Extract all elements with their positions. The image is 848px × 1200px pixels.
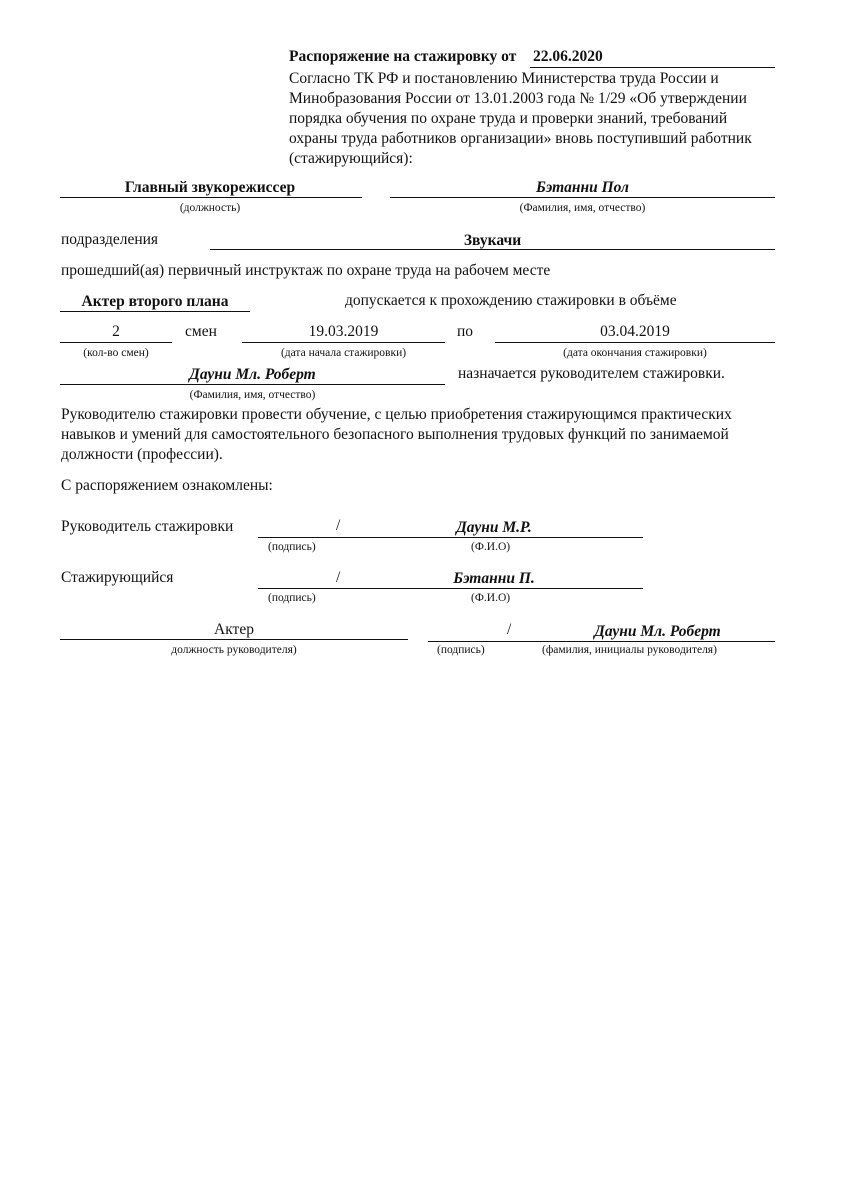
start-date-line [242,342,445,343]
workplace-line [60,311,250,312]
intro-line: порядка обучения по охране труда и проверки знаний, требований [289,110,728,127]
sig-supervisor-fio-caption: (Ф.И.О) [471,541,511,553]
supervisor-name: Дауни Мл. Роберт [189,366,316,383]
shifts-label: смен [185,323,217,340]
sig-supervisor-label: Руководитель стажировки [61,518,234,535]
trainee-position-caption: (должность) [179,202,241,214]
instruction-line: должности (профессии). [61,446,223,463]
footer-slash: / [507,621,512,638]
sig-trainee-fio-caption: (Ф.И.О) [471,592,511,604]
sig-trainee-line [258,588,643,589]
admitted-text: допускается к прохождению стажировки в объёме [345,292,677,309]
sig-trainee-sign-caption: (подпись) [268,592,316,604]
to-label: по [457,323,474,340]
start-date-caption: (дата начала стажировки) [280,347,407,359]
footer-name-caption: (фамилия, инициалы руководителя) [542,644,717,656]
order-date: 22.06.2020 [533,48,603,65]
workplace-value: Актер второго плана [81,293,229,310]
supervisor-assigned-text: назначается руководителем стажировки. [458,365,725,382]
order-title: Распоряжение на стажировку от [289,48,517,65]
division-label: подразделения [61,231,159,248]
start-date: 19.03.2019 [308,323,379,340]
footer-name: Дауни Мл. Роберт [594,623,721,640]
sig-supervisor-line [258,537,643,538]
shifts-line [60,342,172,343]
sig-supervisor-fio: Дауни М.Р. [456,519,532,536]
trainee-name: Бэтанни Пол [536,179,629,196]
division-line [210,249,775,250]
shifts-count: 2 [112,323,120,340]
division-value: Звукачи [463,232,522,249]
trainee-name-line [390,197,775,198]
intro-line: Минобразования России от 13.01.2003 года № 1/29 «Об утверждении [289,90,747,107]
footer-position-caption: должность руководителя) [171,644,297,656]
briefing-text: прошедший(ая) первичный инструктаж по охране труда на рабочем месте [61,262,551,279]
supervisor-name-line [60,384,445,385]
sig-trainee-label: Стажирующийся [61,569,174,586]
trainee-name-caption: (Фамилия, имя, отчество) [519,202,646,214]
end-date-caption: (дата окончания стажировки) [563,347,707,359]
instruction-paragraph [61,405,732,465]
sig-trainee-fio: Бэтанни П. [453,570,535,587]
sig-trainee-slash: / [336,569,341,586]
order-date-line [530,67,775,68]
supervisor-name-caption: (Фамилия, имя, отчество) [189,389,316,401]
footer-position: Актер [214,621,254,638]
intro-line: охраны труда работников организации» вновь поступивший работник [289,130,752,147]
sig-supervisor-sign-caption: (подпись) [268,541,316,553]
end-date-line [495,342,775,343]
footer-position-line [60,639,408,640]
instruction-line: навыков и умений для самостоятельного безопасного выполнения трудовых функций по занимаемой [61,426,729,443]
intro-line: (стажирующийся): [289,150,413,167]
shifts-caption: (кол-во смен) [83,347,149,359]
sig-supervisor-slash: / [336,517,341,534]
footer-sign-caption: (подпись) [437,644,485,656]
footer-name-line [428,641,775,642]
trainee-position: Главный звукорежиссер [124,179,296,196]
intro-paragraph [289,69,752,169]
trainee-position-line [60,197,362,198]
end-date: 03.04.2019 [600,323,670,340]
acknowledged-text: С распоряжением ознакомлены: [61,477,273,494]
intro-line: Согласно ТК РФ и постановлению Министерства труда России и [289,70,719,87]
instruction-line: Руководителю стажировки провести обучение, с целью приобретения стажирующимся практических [61,406,732,423]
